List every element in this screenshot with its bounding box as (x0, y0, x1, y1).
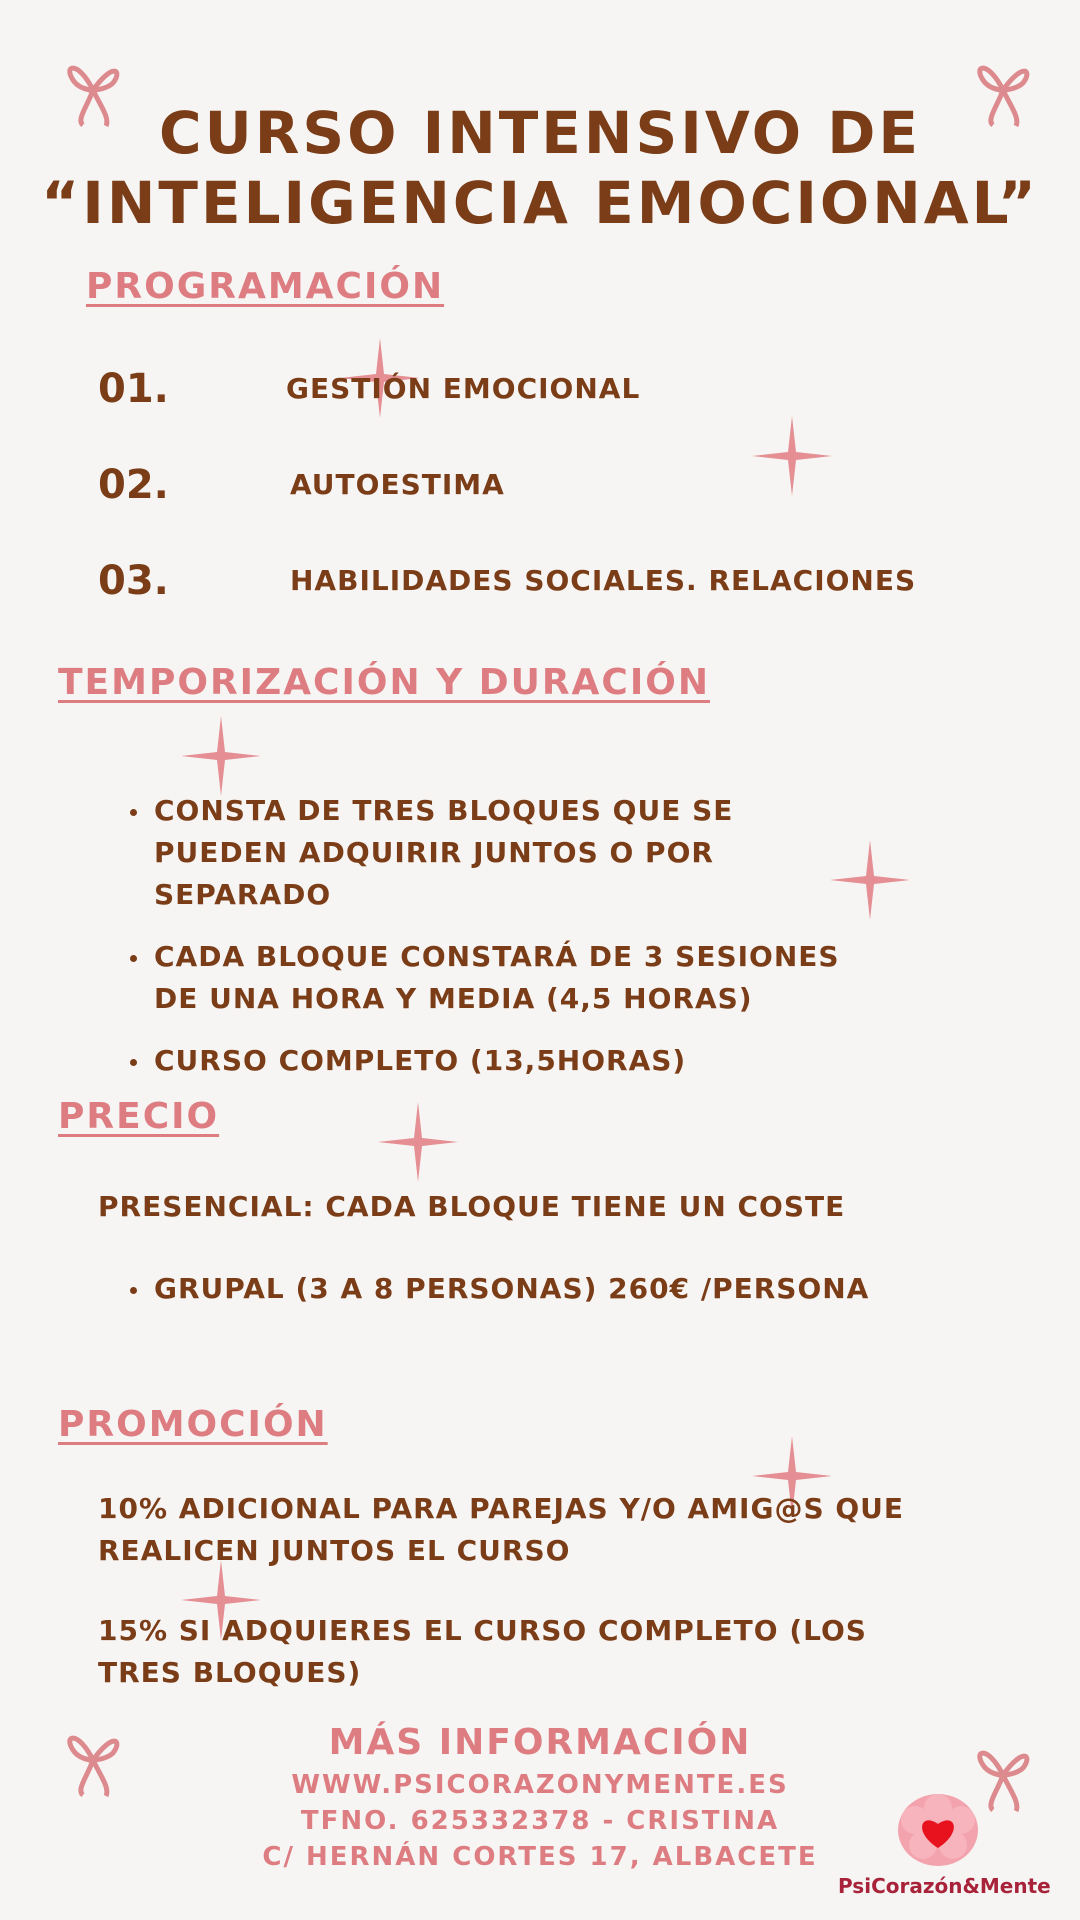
section-heading-temporizacion: TEMPORIZACIÓN Y DURACIÓN (58, 662, 710, 703)
list-item: GRUPAL (3 A 8 PERSONAS) 260€ /PERSONA (126, 1268, 886, 1310)
brain-heart-icon (893, 1790, 983, 1870)
footer-address: C/ HERNÁN CORTES 17, ALBACETE (262, 1842, 818, 1872)
sparkle-icon (181, 716, 261, 796)
sparkle-icon (378, 1102, 458, 1182)
promo-text-2: 15% SI ADQUIERES EL CURSO COMPLETO (LOS TRES BLOQUES) (98, 1614, 867, 1689)
footer-phone: TFNO. 625332378 - CRISTINA (300, 1806, 780, 1836)
list-item: HABILIDADES SOCIALES. RELACIONES (290, 564, 917, 597)
title-line-2: “INTELIGENCIA EMOCIONAL” (41, 169, 1039, 237)
list-item: GESTIÓN EMOCIONAL (286, 372, 641, 405)
page-title (0, 98, 1080, 238)
promo-text-1: 10% ADICIONAL PARA PAREJAS Y/O AMIG@S QUE REALICEN JUNTOS EL CURSO (98, 1492, 905, 1567)
section-heading-precio: PRECIO (58, 1096, 220, 1137)
temporizacion-list (126, 790, 846, 1102)
list-item: CONSTA DE TRES BLOQUES QUE SE PUEDEN ADQUIRIR JUNTOS O POR SEPARADO (126, 790, 846, 916)
list-item: CURSO COMPLETO (13,5HORAS) (126, 1040, 846, 1082)
brand-logo (838, 1790, 1051, 1910)
list-number: 03. (98, 558, 169, 604)
precio-list (126, 1268, 886, 1330)
section-heading-programacion: PROGRAMACIÓN (86, 266, 445, 307)
section-heading-promocion: PROMOCIÓN (58, 1404, 328, 1445)
title-line-1: CURSO INTENSIVO DE (159, 99, 921, 167)
footer-heading: MÁS INFORMACIÓN (328, 1722, 752, 1763)
precio-text: PRESENCIAL: CADA BLOQUE TIENE UN COSTE (98, 1190, 846, 1223)
footer-website: WWW.PSICORAZONYMENTE.ES (291, 1770, 789, 1800)
list-number: 01. (98, 366, 169, 412)
list-item: AUTOESTIMA (290, 468, 505, 501)
list-item: CADA BLOQUE CONSTARÁ DE 3 SESIONES DE UNA HORA Y MEDIA (4,5 HORAS) (126, 936, 846, 1020)
list-number: 02. (98, 462, 169, 508)
logo-text: PsiCorazón&Mente (838, 1874, 1051, 1898)
sparkle-icon (752, 416, 832, 496)
